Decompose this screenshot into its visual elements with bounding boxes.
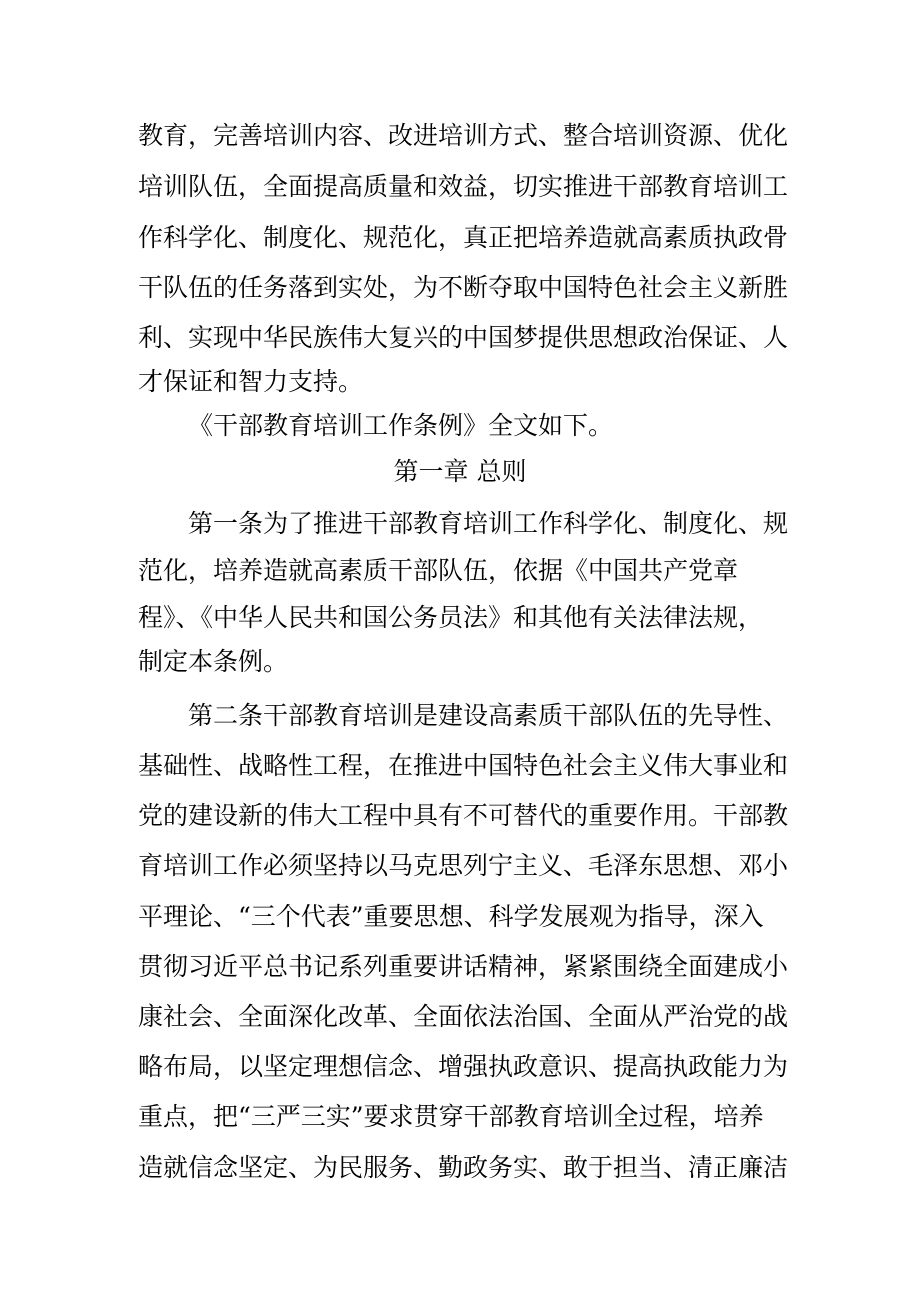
paragraph-line: 培训队伍，全面提高质量和效益，切实推进干部教育培训工 xyxy=(138,172,789,201)
article-1-line: 制定本条例。 xyxy=(138,647,289,676)
paragraph-line: 利、实现中华民族伟大复兴的中国梦提供思想政治保证、人 xyxy=(138,323,789,352)
intro-line: 《干部教育培训工作条例》全文如下。 xyxy=(188,411,614,440)
article-2-line: 贯彻习近平总书记系列重要讲话精神，紧紧围绕全面建成小 xyxy=(138,952,789,981)
paragraph-line: 教育，完善培训内容、改进培训方式、整合培训资源、优化 xyxy=(138,121,789,150)
article-2-line: 康社会、全面深化改革、全面依法治国、全面从严治党的战 xyxy=(138,1002,789,1031)
article-2-line: 重点，把“三严三实”要求贯穿干部教育培训全过程，培养 xyxy=(138,1102,764,1131)
article-2-line: 第二条干部教育培训是建设高素质干部队伍的先导性、 xyxy=(188,701,789,730)
chapter-heading: 第一章 总则 xyxy=(393,457,527,486)
article-2-line: 育培训工作必须坚持以马克思列宁主义、毛泽东思想、邓小 xyxy=(138,851,789,880)
article-2-line: 略布局，以坚定理想信念、增强执政意识、提高执政能力为 xyxy=(138,1052,789,1081)
article-2-line: 造就信念坚定、为民服务、勤政务实、敢于担当、清正廉洁 xyxy=(138,1153,789,1182)
article-1-line: 程》、《中华人民共和国公务员法》和其他有关法律法规， xyxy=(138,603,764,632)
article-2-line: 党的建设新的伟大工程中具有不可替代的重要作用。干部教 xyxy=(138,801,789,830)
paragraph-line: 才保证和智力支持。 xyxy=(138,367,364,396)
article-2-line: 平理论、“三个代表”重要思想、科学发展观为指导，深入 xyxy=(138,902,764,931)
paragraph-line: 作科学化、制度化、规范化，真正把培养造就高素质执政骨 xyxy=(138,223,789,252)
paragraph-line: 干队伍的任务落到实处，为不断夺取中国特色社会主义新胜 xyxy=(138,273,789,302)
article-1-line: 范化，培养造就高素质干部队伍，依据《中国共产党章 xyxy=(138,556,739,585)
article-1-line: 第一条为了推进干部教育培训工作科学化、制度化、规 xyxy=(188,509,789,538)
article-2-line: 基础性、战略性工程，在推进中国特色社会主义伟大事业和 xyxy=(138,751,789,780)
